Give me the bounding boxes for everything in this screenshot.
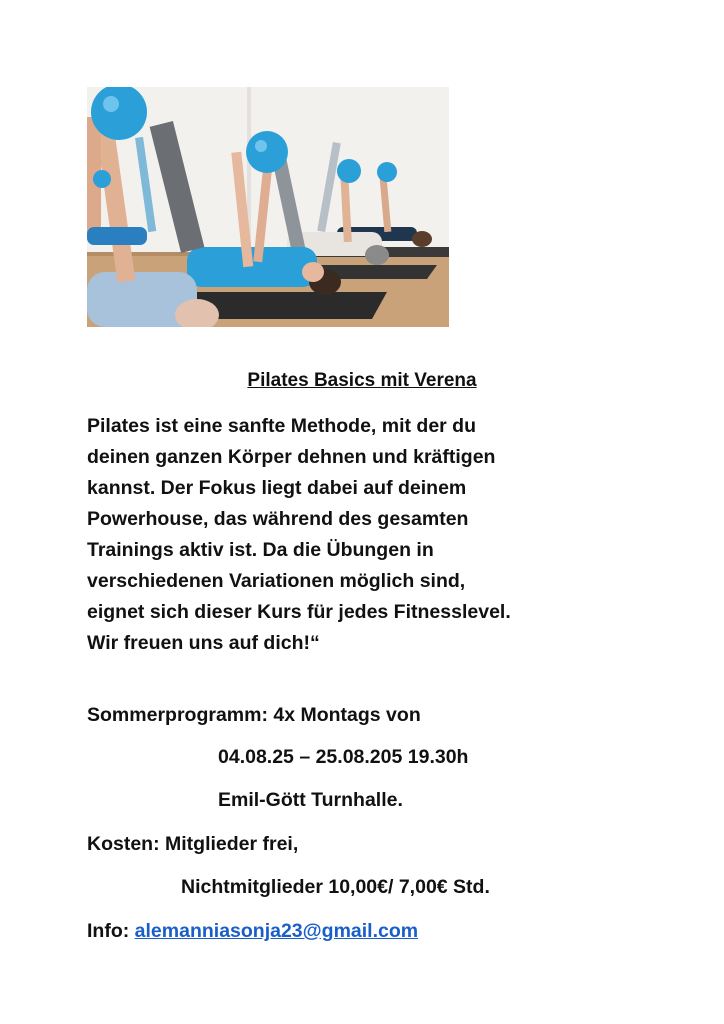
- description-line: Trainings aktiv ist. Da die Übungen in: [87, 539, 434, 561]
- description-line: eignet sich dieser Kurs für jedes Fitnesslevel.: [87, 601, 511, 623]
- description-line: deinen ganzen Körper dehnen und kräftigen: [87, 446, 496, 468]
- description-line: verschiedenen Variationen möglich sind,: [87, 570, 466, 592]
- info-line: [87, 920, 418, 943]
- description-line: Pilates ist eine sanfte Methode, mit der du: [87, 415, 477, 437]
- program-location: Emil-Gött Turnhalle.: [218, 789, 403, 811]
- description-line: kannst. Der Fokus liegt dabei auf deinem: [87, 477, 467, 499]
- description-line: Powerhouse, das während des gesamten: [87, 508, 469, 530]
- cost-non-members: Nichtmitglieder 10,00€/ 7,00€ Std.: [181, 876, 490, 898]
- pilates-class-photo: [87, 87, 449, 327]
- course-description: [87, 411, 677, 659]
- cost-members: Kosten: Mitglieder frei,: [87, 833, 299, 855]
- program-dates: 04.08.25 – 25.08.205 19.30h: [218, 746, 469, 768]
- description-line: Wir freuen uns auf dich!“: [87, 632, 320, 654]
- email-link[interactable]: alemanniasonja23@gmail.com: [134, 920, 419, 942]
- info-label: Info:: [87, 920, 130, 942]
- program-text: Sommerprogramm: 4x Montags von: [87, 704, 421, 726]
- course-title: Pilates Basics mit Verena: [247, 370, 477, 391]
